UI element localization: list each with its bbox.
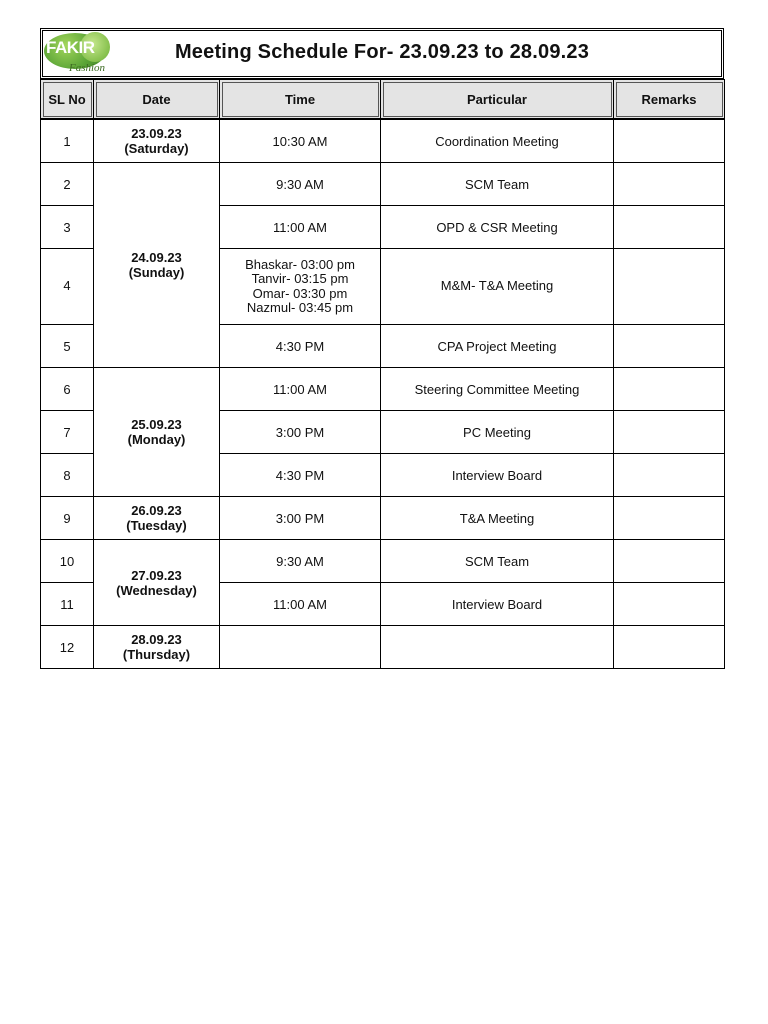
date-text: 24.09.23 xyxy=(131,250,182,265)
remarks-cell xyxy=(614,540,725,583)
table-row xyxy=(41,626,725,669)
sl-cell: 7 xyxy=(41,411,94,454)
sl-cell: 12 xyxy=(41,626,94,669)
sl-cell: 8 xyxy=(41,454,94,497)
time-cell: 4:30 PM xyxy=(220,454,381,497)
date-cell xyxy=(94,368,220,497)
day-text: (Sunday) xyxy=(128,265,185,280)
day-text: (Tuesday) xyxy=(126,518,187,533)
date-cell xyxy=(94,540,220,626)
day-text: (Saturday) xyxy=(124,141,189,156)
time-cell: 9:30 AM xyxy=(220,540,381,583)
sl-cell: 9 xyxy=(41,497,94,540)
particular-cell: Steering Committee Meeting xyxy=(381,368,614,411)
sl-cell: 5 xyxy=(41,325,94,368)
page-title: Meeting Schedule For- 23.09.23 to 28.09.23 xyxy=(174,41,590,63)
date-text: 28.09.23 xyxy=(131,632,182,647)
time-cell: 11:00 AM xyxy=(220,368,381,411)
time-cell: 10:30 AM xyxy=(220,120,381,163)
remarks-cell xyxy=(614,206,725,249)
schedule-sheet xyxy=(40,28,724,669)
date-cell xyxy=(94,163,220,368)
date-text: 27.09.23 xyxy=(131,567,182,583)
logo-brand-text: FAKIR xyxy=(46,38,95,57)
remarks-cell xyxy=(614,163,725,206)
day-text: (Wednesday) xyxy=(116,582,197,598)
header-row xyxy=(41,80,725,119)
remarks-cell xyxy=(614,454,725,497)
time-cell: 9:30 AM xyxy=(220,163,381,206)
time-line: Tanvir- 03:15 pm xyxy=(251,271,349,286)
particular-cell: Interview Board xyxy=(381,454,614,497)
header-time: Time xyxy=(220,80,381,119)
table-row xyxy=(41,497,725,540)
header-sl-no: SL No xyxy=(41,80,94,119)
header-particular: Particular xyxy=(381,80,614,119)
particular-cell: Interview Board xyxy=(381,583,614,626)
date-cell xyxy=(94,626,220,669)
table-row xyxy=(41,120,725,163)
day-text: (Monday) xyxy=(127,432,186,447)
time-cell: 4:30 PM xyxy=(220,325,381,368)
date-text: 23.09.23 xyxy=(131,126,182,141)
sl-cell: 4 xyxy=(41,249,94,325)
time-line: Omar- 03:30 pm xyxy=(252,285,348,301)
remarks-cell xyxy=(614,368,725,411)
table-row xyxy=(41,368,725,411)
particular-cell: Coordination Meeting xyxy=(381,120,614,163)
time-line: Nazmul- 03:45 pm xyxy=(246,300,354,315)
particular-cell: CPA Project Meeting xyxy=(381,325,614,368)
sl-cell: 11 xyxy=(41,583,94,626)
table-row xyxy=(41,163,725,206)
particular-cell: OPD & CSR Meeting xyxy=(381,206,614,249)
date-text: 25.09.23 xyxy=(131,417,182,432)
remarks-cell xyxy=(614,120,725,163)
time-cell: 11:00 AM xyxy=(220,206,381,249)
particular-cell: M&M- T&A Meeting xyxy=(381,249,614,325)
time-cell: 11:00 AM xyxy=(220,583,381,626)
particular-cell xyxy=(381,626,614,669)
table-row xyxy=(41,540,725,583)
header-remarks: Remarks xyxy=(614,80,725,119)
time-cell: 3:00 PM xyxy=(220,497,381,540)
date-cell xyxy=(94,497,220,540)
particular-cell: T&A Meeting xyxy=(381,497,614,540)
sl-cell: 2 xyxy=(41,163,94,206)
header-date: Date xyxy=(94,80,220,119)
date-cell xyxy=(94,120,220,163)
date-text: 26.09.23 xyxy=(131,503,182,518)
time-cell: 3:00 PM xyxy=(220,411,381,454)
sl-cell: 3 xyxy=(41,206,94,249)
remarks-cell xyxy=(614,583,725,626)
day-text: (Thursday) xyxy=(122,647,191,662)
title-bar xyxy=(40,28,724,79)
particular-cell: SCM Team xyxy=(381,163,614,206)
sl-cell: 10 xyxy=(41,540,94,583)
schedule-table xyxy=(40,79,725,669)
time-cell xyxy=(220,249,381,325)
remarks-cell xyxy=(614,249,725,325)
particular-cell: PC Meeting xyxy=(381,411,614,454)
remarks-cell xyxy=(614,411,725,454)
time-cell xyxy=(220,626,381,669)
particular-cell: SCM Team xyxy=(381,540,614,583)
remarks-cell xyxy=(614,626,725,669)
sl-cell: 6 xyxy=(41,368,94,411)
logo-tagline: Fashion xyxy=(69,62,106,74)
remarks-cell xyxy=(614,497,725,540)
time-line: Bhaskar- 03:00 pm xyxy=(245,256,355,272)
remarks-cell xyxy=(614,325,725,368)
sl-cell: 1 xyxy=(41,120,94,163)
